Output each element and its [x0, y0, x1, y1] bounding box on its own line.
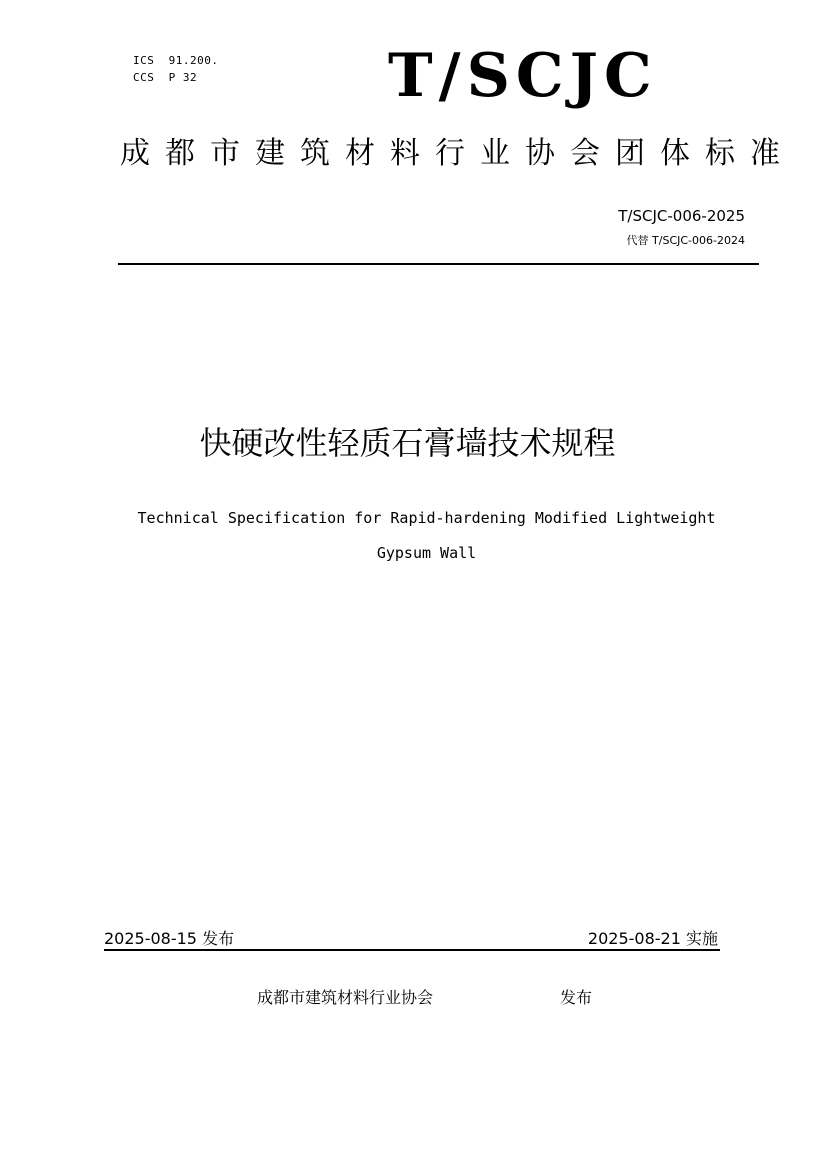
header-divider	[118, 263, 759, 265]
publisher-name: 成都市建筑材料行业协会	[257, 988, 434, 1007]
ccs-code: CCS P 32	[133, 71, 198, 84]
replaces-standard: 代替 T/SCJC-006-2024	[626, 234, 745, 247]
org-standard-heading: 成都市建筑材料行业协会团体标准	[120, 136, 795, 171]
document-title-english-line2: Gypsum Wall	[376, 544, 477, 562]
document-title-english-line1: Technical Specification for Rapid-hardening Modified Lightweight	[137, 509, 716, 527]
classification-codes	[133, 52, 218, 86]
document-title-chinese: 快硬改性轻质石膏墙技术规程	[199, 424, 616, 462]
org-code-logo: T/SCJC	[388, 41, 658, 111]
ics-code: ICS 91.200.	[133, 54, 219, 67]
implementation-date: 2025-08-21 实施	[587, 929, 718, 948]
standard-number: T/SCJC-006-2025	[618, 207, 745, 225]
issue-date: 2025-08-15 发布	[104, 929, 235, 948]
footer-divider	[104, 949, 720, 951]
publish-label: 发布	[560, 988, 593, 1007]
